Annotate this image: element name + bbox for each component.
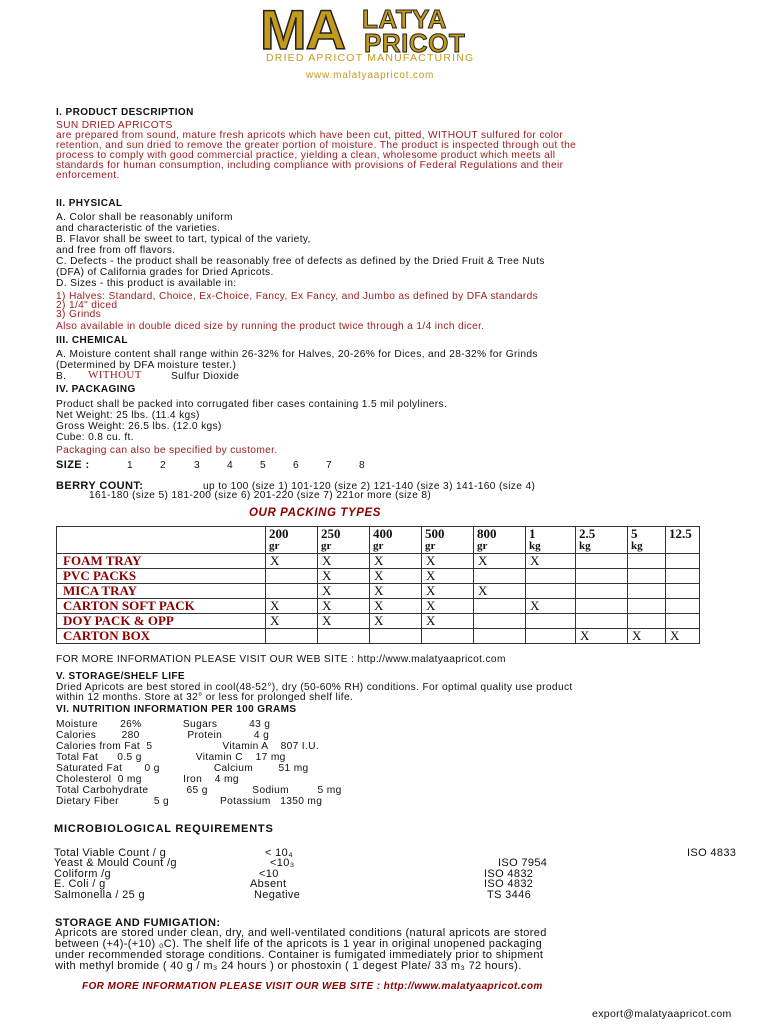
desc-line: enforcement.	[56, 170, 120, 181]
berry-count-line: up to 100 (size 1) 101-120 (size 2) 121-140 (size 3) 141-160 (size 4)	[203, 481, 536, 492]
chemical-without: WITHOUT	[88, 369, 142, 381]
packing-cell	[666, 614, 700, 629]
micro-iso: ISO 4832	[484, 868, 534, 880]
packing-cell: X	[318, 599, 370, 614]
packing-cell	[318, 629, 370, 644]
storage-fumigation-heading: STORAGE AND FUMIGATION:	[55, 917, 221, 929]
packing-cell	[666, 584, 700, 599]
packing-types-title: OUR PACKING TYPES	[249, 507, 382, 519]
packing-cell: X	[526, 599, 576, 614]
micro-value: <10	[259, 868, 279, 880]
packing-row-label: CARTON BOX	[57, 629, 266, 644]
packing-cell	[370, 629, 422, 644]
packing-cell: X	[422, 599, 474, 614]
packing-header-row	[57, 527, 700, 554]
packing-cell: X	[318, 554, 370, 569]
packing-cell: X	[422, 614, 474, 629]
physical-line: D. Sizes - this product is available in:	[56, 278, 237, 289]
fumigation-line: under recommended storage conditions. Container is fumigated immediately prior to shipment	[55, 949, 544, 961]
packing-cell	[628, 614, 666, 629]
micro-value: Negative	[254, 889, 301, 901]
packaging-line: Product shall be packed into corrugated fiber cases containing 1.5 mil polyliners.	[56, 399, 448, 410]
packing-corner-cell	[57, 527, 266, 554]
section-product-description-heading: I. PRODUCT DESCRIPTION	[56, 107, 194, 118]
packing-cell: X	[370, 554, 422, 569]
section-chemical-heading: III. CHEMICAL	[56, 335, 128, 346]
packing-cell: X	[318, 584, 370, 599]
packing-cell	[474, 599, 526, 614]
packing-cell	[576, 599, 628, 614]
micro-name: E. Coli / g	[54, 878, 106, 890]
size-value: 1	[127, 460, 134, 471]
packing-cell	[266, 584, 318, 599]
packing-cell	[474, 569, 526, 584]
packing-row	[57, 614, 700, 629]
micro-iso: ISO 7954	[498, 857, 548, 869]
micro-name: Total Viable Count / g	[54, 847, 167, 859]
physical-line: A. Color shall be reasonably uniform	[56, 212, 233, 223]
packing-cell: X	[370, 614, 422, 629]
packing-cell	[628, 599, 666, 614]
nutrition-line: Dietary Fiber 5 g Potassium 1350 mg	[56, 796, 323, 807]
packing-cell	[666, 569, 700, 584]
micro-iso: ISO 4832	[484, 878, 534, 890]
packing-cell: X	[266, 599, 318, 614]
micro-value: <10₃	[270, 857, 295, 869]
storage-line: Dried Apricots are best stored in cool(48-52°), dry (50-60% RH) conditions. For optimal quality use product	[56, 682, 573, 693]
packing-header-cell: 500 gr	[422, 527, 474, 554]
micro-iso: TS 3446	[487, 889, 532, 901]
packing-cell: X	[370, 584, 422, 599]
berry-count-label: BERRY COUNT:	[56, 480, 144, 492]
packaging-note: Packaging can also be specified by customer.	[56, 445, 278, 456]
packing-cell	[526, 584, 576, 599]
logo-subtitle: DRIED APRICOT MANUFACTURING	[266, 52, 475, 64]
packing-header-cell: 250 gr	[318, 527, 370, 554]
packing-cell: X	[266, 554, 318, 569]
nutrition-line: Calories 280 Protein 4 g	[56, 730, 270, 741]
packing-header-cell: 800 gr	[474, 527, 526, 554]
packing-cell: X	[576, 629, 628, 644]
packing-cell	[666, 599, 700, 614]
packing-cell: X	[370, 569, 422, 584]
logo-latya: LATYA	[362, 4, 447, 34]
physical-line: and characteristic of the varieties.	[56, 223, 221, 234]
packing-cell: X	[370, 599, 422, 614]
packing-row	[57, 629, 700, 644]
desc-line: retention, and sun dried to remove the greater portion of moisture. The product is inspected through out the	[56, 140, 577, 151]
chemical-b-rest: Sulfur Dioxide	[171, 371, 240, 382]
packaging-line: Net Weight: 25 lbs. (11.4 kgs)	[56, 410, 200, 421]
more-info-line[interactable]: FOR MORE INFORMATION PLEASE VISIT OUR WEB SITE : http://www.malatyaapricot.com	[56, 654, 506, 665]
packing-cell	[628, 584, 666, 599]
packing-table	[56, 526, 700, 644]
packing-cell: X	[422, 584, 474, 599]
sizes-line: 1) Halves: Standard, Choice, Ex-Choice, Fancy, Ex Fancy, and Jumbo as defined by DFA standards	[56, 291, 539, 302]
packing-cell: X	[422, 554, 474, 569]
packing-cell	[526, 614, 576, 629]
storage-line: within 12 months. Store at 32° or less for prolonged shelf life.	[56, 692, 354, 703]
packing-row	[57, 554, 700, 569]
packing-cell: X	[474, 554, 526, 569]
physical-line: B. Flavor shall be sweet to tart, typical of the variety,	[56, 234, 311, 245]
packing-cell	[576, 569, 628, 584]
berry-count-line: 161-180 (size 5) 181-200 (size 6) 201-220 (size 7) 221or more (size 8)	[89, 490, 432, 501]
section-nutrition-heading: VI. NUTRITION INFORMATION PER 100 GRAMS	[56, 704, 297, 715]
packing-row	[57, 569, 700, 584]
packing-cell: X	[318, 569, 370, 584]
micro-name: Salmonella / 25 g	[54, 889, 145, 901]
packing-row-label: FOAM TRAY	[57, 554, 266, 569]
micro-iso: ISO 4833	[687, 847, 737, 859]
desc-line: process to comply with good commercial practice, yielding a clean, wholesome product which meets all	[56, 150, 556, 161]
size-value: 7	[326, 460, 333, 471]
packing-cell: X	[318, 614, 370, 629]
packing-row-label: CARTON SOFT PACK	[57, 599, 266, 614]
packing-cell	[628, 569, 666, 584]
micro-name: Coliform /g	[54, 868, 112, 880]
micro-value: Absent	[250, 878, 287, 890]
packing-cell	[474, 614, 526, 629]
logo-pricot: PRICOT	[364, 28, 466, 58]
packing-row	[57, 599, 700, 614]
physical-line: C. Defects - the product shall be reasonably free of defects as defined by the Dried Fruit & Tree Nuts	[56, 256, 545, 267]
chemical-line: (Determined by DFA moisture tester.)	[56, 360, 237, 371]
desc-line: standards for human consumption, including compliance with provisions of Federal Regulations and their	[56, 160, 564, 171]
nutrition-line: Total Carbohydrate 65 g Sodium 5 mg	[56, 785, 342, 796]
size-value: 6	[293, 460, 300, 471]
fumigation-line: between (+4)-(+10) ₀C). The shelf life of the apricots is 1 year in original unopened packaging	[55, 938, 543, 950]
nutrition-line: Total Fat 0.5 g Vitamin C 17 mg	[56, 752, 286, 763]
section-physical-heading: II. PHYSICAL	[56, 198, 123, 209]
packing-header-cell: 400 gr	[370, 527, 422, 554]
packaging-line: Cube: 0.8 cu. ft.	[56, 432, 134, 443]
fumigation-line: Apricots are stored under clean, dry, and well-ventilated conditions (natural apricots are stored	[55, 927, 547, 939]
size-value: 8	[359, 460, 366, 471]
nutrition-line: Saturated Fat 0 g Calcium 51 mg	[56, 763, 309, 774]
packing-cell	[266, 629, 318, 644]
physical-line: (DFA) of California grades for Dried Apricots.	[56, 267, 274, 278]
packing-cell	[576, 614, 628, 629]
packing-cell: X	[422, 569, 474, 584]
packing-cell: X	[474, 584, 526, 599]
packing-cell: X	[666, 629, 700, 644]
micro-heading: MICROBIOLOGICAL REQUIREMENTS	[54, 823, 274, 835]
packaging-line: Gross Weight: 26.5 lbs. (12.0 kgs)	[56, 421, 222, 432]
packing-cell	[576, 554, 628, 569]
packing-cell: X	[266, 614, 318, 629]
physical-line: and free from off flavors.	[56, 245, 176, 256]
packing-cell	[576, 584, 628, 599]
packing-cell	[526, 569, 576, 584]
packing-cell	[666, 554, 700, 569]
packing-cell: X	[526, 554, 576, 569]
micro-value: < 10₄	[265, 847, 293, 859]
packing-cell	[526, 629, 576, 644]
nutrition-line: Moisture 26% Sugars 43 g	[56, 719, 271, 730]
section-storage-shelf-heading: V. STORAGE/SHELF LIFE	[56, 671, 185, 682]
desc-line: are prepared from sound, mature fresh apricots which have been cut, pitted, WITHOUT sulfured for color	[56, 130, 564, 141]
packing-cell	[422, 629, 474, 644]
packing-header-cell: 2.5 kg	[576, 527, 628, 554]
packing-row-label: DOY PACK & OPP	[57, 614, 266, 629]
packing-cell: X	[628, 629, 666, 644]
desc-line: SUN DRIED APRICOTS	[56, 120, 173, 131]
footer-more-info[interactable]: FOR MORE INFORMATION PLEASE VISIT OUR WEB SITE : http://www.malatyaapricot.com	[82, 981, 543, 992]
packing-header-cell: 200 gr	[266, 527, 318, 554]
packing-header-cell: 1 kg	[526, 527, 576, 554]
packing-cell	[474, 629, 526, 644]
sizes-line: 3) Grinds	[56, 309, 102, 320]
packing-row-label: PVC PACKS	[57, 569, 266, 584]
packing-header-cell: 12.5	[666, 527, 700, 554]
size-value: 5	[260, 460, 267, 471]
fumigation-line: with methyl bromide ( 40 g / m₃ 24 hours ) or phostoxin ( 1 degest Plate/ 33 m₃ 72 hours).	[55, 960, 522, 972]
chemical-line: A. Moisture content shall range within 26-32% for Halves, 20-26% for Dices, and 28-32% for Grinds	[56, 349, 538, 360]
section-packaging-heading: IV. PACKAGING	[56, 384, 136, 395]
size-value: 4	[227, 460, 234, 471]
packing-cell	[628, 554, 666, 569]
logo-ma: MA	[260, 0, 346, 61]
packing-header-cell: 5 kg	[628, 527, 666, 554]
size-value: 2	[160, 460, 167, 471]
nutrition-line: Calories from Fat 5 Vitamin A 807 I.U.	[56, 741, 320, 752]
packing-cell	[266, 569, 318, 584]
size-label: SIZE :	[56, 459, 90, 471]
website-link[interactable]: www.malatyaapricot.com	[306, 70, 435, 81]
sizes-line: Also available in double diced size by running the product twice through a 1/4 inch dicer.	[56, 321, 485, 332]
footer-email[interactable]: export@malatyaapricot.com	[592, 1008, 732, 1020]
sizes-line: 2) 1/4" diced	[56, 300, 118, 311]
packing-row-label: MICA TRAY	[57, 584, 266, 599]
chemical-b-label: B.	[56, 371, 67, 382]
size-value: 3	[194, 460, 201, 471]
packing-row	[57, 584, 700, 599]
micro-name: Yeast & Mould Count /g	[54, 857, 177, 869]
nutrition-line: Cholesterol 0 mg Iron 4 mg	[56, 774, 239, 785]
